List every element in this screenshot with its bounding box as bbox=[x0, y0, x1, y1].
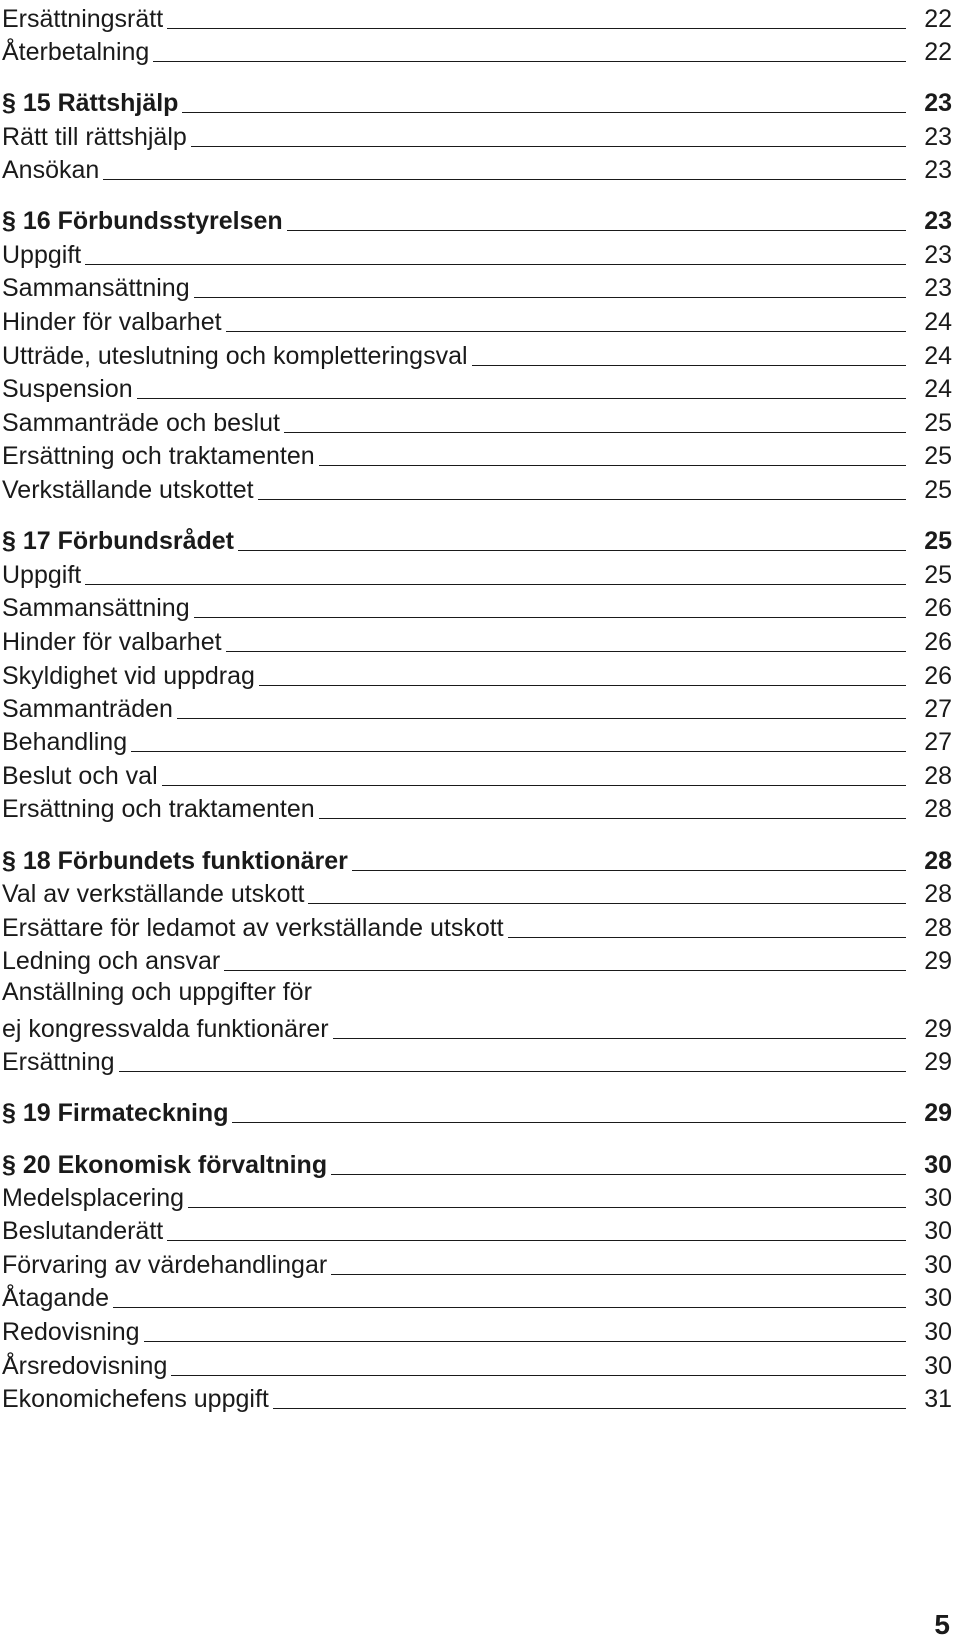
toc-entry bbox=[2, 337, 952, 373]
toc-entry bbox=[2, 1347, 952, 1383]
toc-page-number: 26 bbox=[924, 628, 952, 656]
toc-entry-title: Förvaring av värdehandlingar bbox=[2, 1250, 331, 1280]
toc-page-number: 29 bbox=[924, 1099, 952, 1127]
toc-entry-title: Rätt till rättshjälp bbox=[2, 122, 191, 152]
toc-entry bbox=[2, 437, 952, 473]
toc-entry bbox=[2, 118, 952, 154]
toc-entry-title: Ekonomichefens uppgift bbox=[2, 1384, 273, 1414]
toc-page-number: 25 bbox=[924, 561, 952, 589]
toc-entry bbox=[2, 303, 952, 339]
toc-entry-title: ej kongressvalda funktionärer bbox=[2, 1014, 333, 1044]
toc-entry-title: Återbetalning bbox=[2, 37, 153, 67]
toc-entry bbox=[2, 1246, 952, 1282]
toc-entry-title: Suspension bbox=[2, 374, 137, 404]
toc-leader-line bbox=[2, 584, 906, 585]
toc-entry bbox=[2, 1279, 952, 1315]
toc-page-number: 30 bbox=[924, 1251, 952, 1279]
toc-entry-title: Ansökan bbox=[2, 155, 103, 185]
toc-entry-title: Medelsplacering bbox=[2, 1183, 188, 1213]
toc-entry-title: Utträde, uteslutning och kompletteringsval bbox=[2, 341, 472, 371]
toc-entry-title: Uppgift bbox=[2, 560, 85, 590]
toc-section-title: § 17 Förbundsrådet bbox=[2, 526, 238, 556]
toc-entry bbox=[2, 1043, 952, 1079]
toc-entry-title: Ersättningsrätt bbox=[2, 4, 167, 34]
toc-page-number: 24 bbox=[924, 308, 952, 336]
toc-entry-title: Ersättning och traktamenten bbox=[2, 794, 319, 824]
toc-entry-title: Ledning och ansvar bbox=[2, 946, 224, 976]
toc-page-number: 30 bbox=[924, 1352, 952, 1380]
toc-leader-line bbox=[2, 751, 906, 752]
page-number: 5 bbox=[934, 1609, 950, 1640]
toc-entry-title: Sammansättning bbox=[2, 593, 194, 623]
toc-entry bbox=[2, 471, 952, 507]
toc-page-number: 23 bbox=[924, 156, 952, 184]
toc-page-number: 22 bbox=[924, 5, 952, 33]
toc-section-entry bbox=[2, 84, 952, 120]
toc-page-number: 28 bbox=[924, 795, 952, 823]
toc-page-number: 24 bbox=[924, 375, 952, 403]
toc-section-title: § 20 Ekonomisk förvaltning bbox=[2, 1150, 331, 1180]
toc-leader-line bbox=[2, 1307, 906, 1308]
toc-entry-title: Ersättning och traktamenten bbox=[2, 441, 319, 471]
toc-entry-title: Redovisning bbox=[2, 1317, 144, 1347]
toc-entry-title: Sammansättning bbox=[2, 273, 194, 303]
toc-page-number: 25 bbox=[924, 442, 952, 470]
toc-page-number: 28 bbox=[924, 762, 952, 790]
toc-page-number: 28 bbox=[924, 880, 952, 908]
toc-entry bbox=[2, 404, 952, 440]
toc-page-number: 30 bbox=[924, 1184, 952, 1212]
toc-entry bbox=[2, 556, 952, 592]
toc-section-title: § 16 Förbundsstyrelsen bbox=[2, 206, 287, 236]
toc-entry-title: Beslut och val bbox=[2, 761, 162, 791]
toc-page-number: 23 bbox=[924, 123, 952, 151]
toc-page-number: 25 bbox=[924, 527, 952, 555]
toc-section-title: § 19 Firmateckning bbox=[2, 1098, 232, 1128]
toc-entry bbox=[2, 269, 952, 305]
toc-page-number: 29 bbox=[924, 1048, 952, 1076]
toc-entry bbox=[2, 1380, 952, 1416]
toc-page-number: 22 bbox=[924, 38, 952, 66]
toc-entry-title-line1: Anställning och uppgifter för bbox=[2, 978, 312, 1006]
toc-page-number: 26 bbox=[924, 594, 952, 622]
toc-page-number: 28 bbox=[924, 847, 952, 875]
toc-entry-title: Ersättning bbox=[2, 1047, 119, 1077]
toc-entry bbox=[2, 589, 952, 625]
toc-leader-line bbox=[2, 264, 906, 265]
toc-page-number: 31 bbox=[924, 1385, 952, 1413]
toc-entry bbox=[2, 623, 952, 659]
toc-page-number: 23 bbox=[924, 274, 952, 302]
toc-leader-line bbox=[2, 398, 906, 399]
toc-section-entry bbox=[2, 1094, 952, 1130]
toc-page-number: 29 bbox=[924, 947, 952, 975]
toc-entry-title: Beslutanderätt bbox=[2, 1216, 167, 1246]
toc-section-entry bbox=[2, 202, 952, 238]
toc-entry-title: Åtagande bbox=[2, 1283, 113, 1313]
toc-page-number: 29 bbox=[924, 1015, 952, 1043]
toc-leader-line bbox=[2, 1071, 906, 1072]
toc-entry bbox=[2, 942, 952, 978]
toc-page-number: 24 bbox=[924, 342, 952, 370]
toc-page-number: 28 bbox=[924, 914, 952, 942]
toc-entry bbox=[2, 151, 952, 187]
toc-entry bbox=[2, 790, 952, 826]
toc-entry-title: Skyldighet vid uppdrag bbox=[2, 661, 259, 691]
toc-section-entry bbox=[2, 842, 952, 878]
toc-entry-title: Årsredovisning bbox=[2, 1351, 171, 1381]
toc-page-number: 27 bbox=[924, 695, 952, 723]
toc-entry-title: Val av verkställande utskott bbox=[2, 879, 308, 909]
toc-entry bbox=[2, 723, 952, 759]
toc-page-number: 26 bbox=[924, 662, 952, 690]
toc-entry bbox=[2, 370, 952, 406]
toc-entry bbox=[2, 33, 952, 69]
toc-entry-title: Hinder för valbarhet bbox=[2, 307, 226, 337]
toc-entry-title: Hinder för valbarhet bbox=[2, 627, 226, 657]
toc-page-number: 30 bbox=[924, 1284, 952, 1312]
toc-entry-title: Ersättare för ledamot av verkställande utskott bbox=[2, 913, 508, 943]
toc-page-number: 30 bbox=[924, 1318, 952, 1346]
toc-entry-title: Sammanträde och beslut bbox=[2, 408, 284, 438]
toc-entry bbox=[2, 657, 952, 693]
toc-entry bbox=[2, 690, 952, 726]
toc-section-entry bbox=[2, 1146, 952, 1182]
toc-page-number: 30 bbox=[924, 1151, 952, 1179]
toc-entry-title: Behandling bbox=[2, 727, 131, 757]
toc-entry bbox=[2, 875, 952, 911]
toc-section-title: § 15 Rättshjälp bbox=[2, 88, 182, 118]
toc-entry bbox=[2, 236, 952, 272]
toc-entry bbox=[2, 0, 952, 36]
toc-leader-line bbox=[2, 179, 906, 180]
toc-entry-title: Verkställande utskottet bbox=[2, 475, 258, 505]
toc-entry-title: Sammanträden bbox=[2, 694, 177, 724]
toc-entry bbox=[2, 909, 952, 945]
toc-page-number: 30 bbox=[924, 1217, 952, 1245]
toc-page-number: 25 bbox=[924, 409, 952, 437]
toc-page-number: 25 bbox=[924, 476, 952, 504]
toc-page-number: 23 bbox=[924, 207, 952, 235]
toc-entry bbox=[2, 1313, 952, 1349]
toc-entry bbox=[2, 1179, 952, 1215]
toc-page-number: 23 bbox=[924, 241, 952, 269]
toc-entry bbox=[2, 977, 952, 1046]
toc-section-entry bbox=[2, 522, 952, 558]
toc-section-title: § 18 Förbundets funktionärer bbox=[2, 846, 352, 876]
toc-page-number: 23 bbox=[924, 89, 952, 117]
toc-entry bbox=[2, 1212, 952, 1248]
toc-page-number: 27 bbox=[924, 728, 952, 756]
toc-entry-title: Uppgift bbox=[2, 240, 85, 270]
toc-entry bbox=[2, 757, 952, 793]
